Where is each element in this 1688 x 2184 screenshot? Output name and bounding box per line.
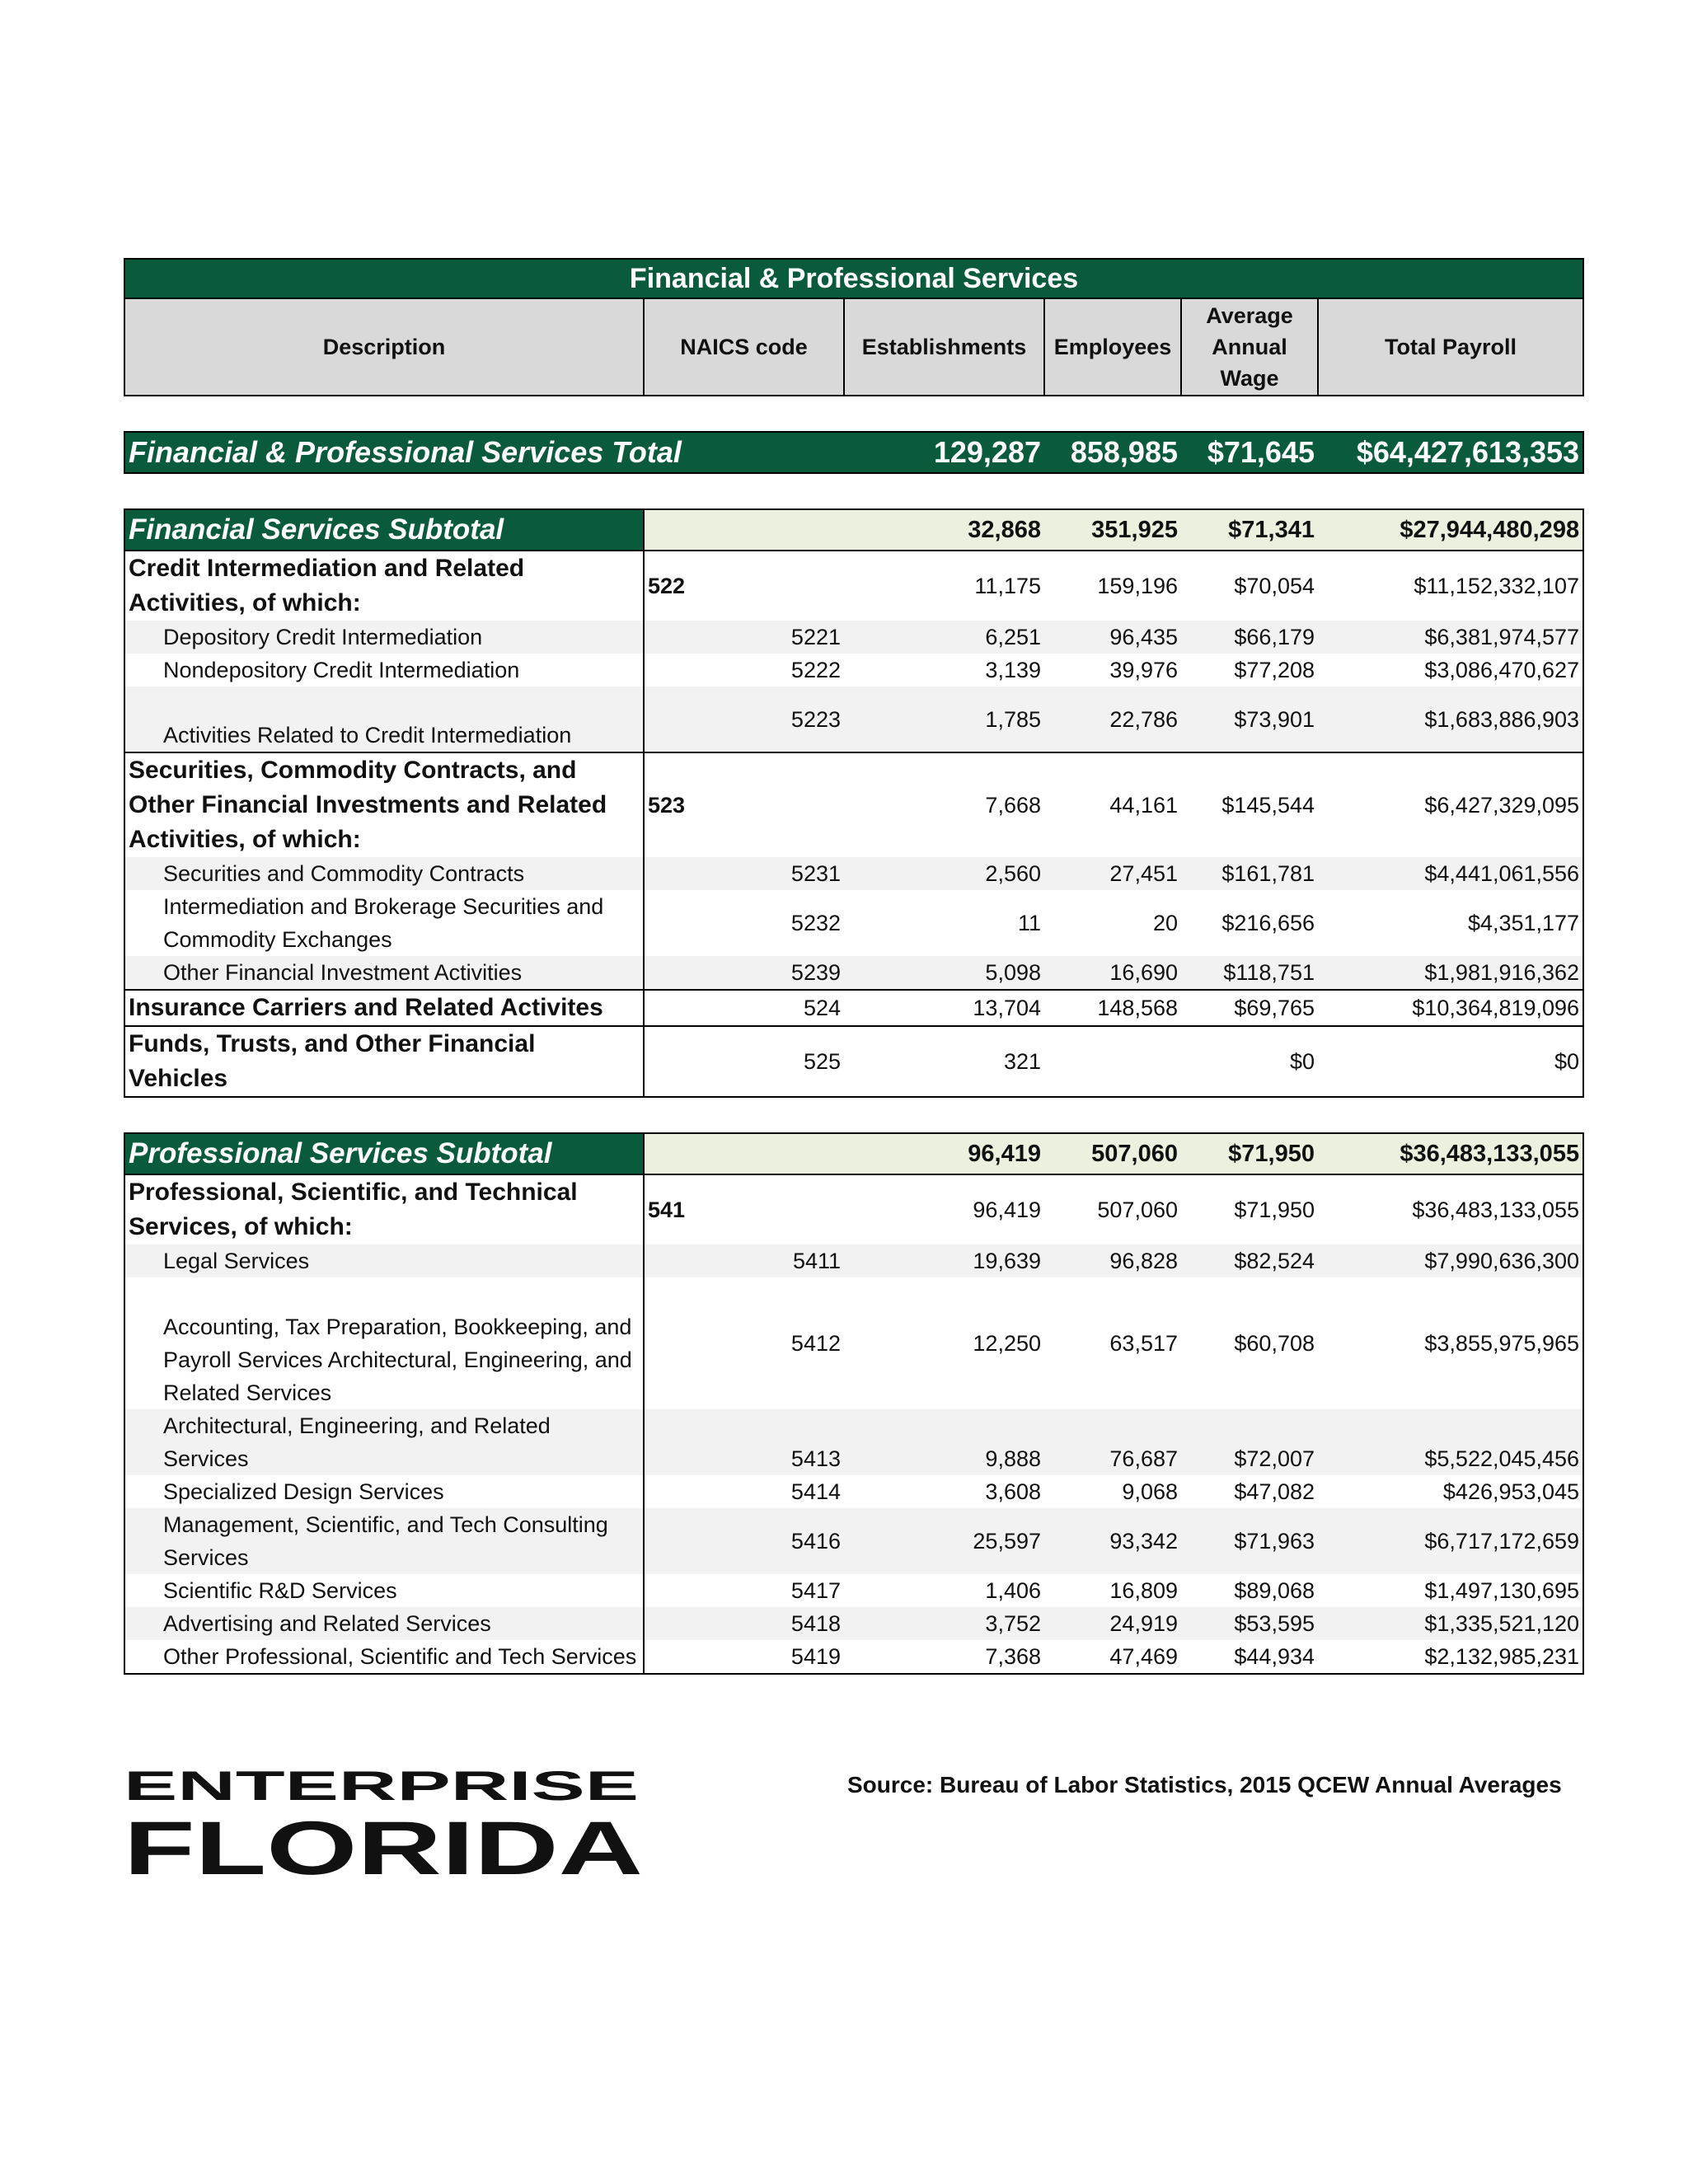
table-row: Legal Services 5411 19,639 96,828 $82,524 $7,990,636,300 [124, 1244, 1583, 1277]
grand-total-row [124, 432, 1583, 473]
grand-total-establishments: 129,287 [844, 432, 1044, 473]
table-row: Management, Scientific, and Tech Consulting Services 5416 25,597 93,342 $71,963 $6,717,172,659 [124, 1508, 1583, 1574]
professional-subtotal-establishments: 96,419 [844, 1133, 1044, 1174]
table-row: Depository Credit Intermediation 5221 6,251 96,435 $66,179 $6,381,974,577 [124, 621, 1583, 654]
table-row: Advertising and Related Services 5418 3,752 24,919 $53,595 $1,335,521,120 [124, 1607, 1583, 1640]
column-header-row [124, 298, 1583, 396]
industry-table [124, 258, 1584, 1675]
table-title: Financial & Professional Services [124, 259, 1583, 298]
source-note: Source: Bureau of Labor Statistics, 2015 QCEW Annual Averages [847, 1772, 1562, 1797]
financial-subtotal-wage: $71,341 [1181, 509, 1318, 551]
header-employees: Employees [1044, 298, 1181, 396]
data-table-sheet [124, 258, 1582, 1675]
header-description: Description [124, 298, 644, 396]
financial-subtotal-employees: 351,925 [1044, 509, 1181, 551]
table-row: Securities, Commodity Contracts, and Other Financial Investments and Related Activities, of which: 523 7,668 44,161 $145,544 $6,427,329,095 [124, 752, 1583, 857]
professional-subtotal-row [124, 1133, 1583, 1174]
professional-subtotal-wage: $71,950 [1181, 1133, 1318, 1174]
table-row: Architectural, Engineering, and Related Services 5413 9,888 76,687 $72,007 $5,522,045,456 [124, 1409, 1583, 1475]
table-row: Professional, Scientific, and Technical Services, of which: 541 96,419 507,060 $71,950 $36,483,133,055 [124, 1174, 1583, 1244]
header-wage: Average Annual Wage [1181, 298, 1318, 396]
professional-subtotal-label: Professional Services Subtotal [124, 1133, 644, 1174]
table-row: Funds, Trusts, and Other Financial Vehicles 525 321 $0 $0 [124, 1026, 1583, 1097]
table-row: Credit Intermediation and Related Activities, of which: 522 11,175 159,196 $70,054 $11,152,332,107 [124, 551, 1583, 621]
logo-line-florida: FLORIDA [124, 1807, 643, 1879]
table-banner [124, 259, 1583, 298]
grand-total-wage: $71,645 [1181, 432, 1318, 473]
grand-total-employees: 858,985 [1044, 432, 1181, 473]
table-row: Intermediation and Brokerage Securities and Commodity Exchanges 5232 11 20 $216,656 $4,351,177 [124, 890, 1583, 956]
table-row: Securities and Commodity Contracts 5231 2,560 27,451 $161,781 $4,441,061,556 [124, 857, 1583, 890]
table-row: Insurance Carriers and Related Activites 524 13,704 148,568 $69,765 $10,364,819,096 [124, 990, 1583, 1026]
header-payroll: Total Payroll [1318, 298, 1583, 396]
professional-subtotal-payroll: $36,483,133,055 [1318, 1133, 1583, 1174]
table-row: Other Financial Investment Activities 5239 5,098 16,690 $118,751 $1,981,916,362 [124, 956, 1583, 990]
financial-subtotal-payroll: $27,944,480,298 [1318, 509, 1583, 551]
header-establishments: Establishments [844, 298, 1044, 396]
financial-subtotal-establishments: 32,868 [844, 509, 1044, 551]
header-naics: NAICS code [644, 298, 844, 396]
financial-subtotal-label: Financial Services Subtotal [124, 509, 644, 551]
enterprise-florida-logo [124, 1764, 643, 1879]
table-row: Activities Related to Credit Intermediation 5223 1,785 22,786 $73,901 $1,683,886,903 [124, 687, 1583, 752]
professional-subtotal-employees: 507,060 [1044, 1133, 1181, 1174]
table-row: Other Professional, Scientific and Tech Services 5419 7,368 47,469 $44,934 $2,132,985,231 [124, 1640, 1583, 1674]
table-row: Nondepository Credit Intermediation 5222 3,139 39,976 $77,208 $3,086,470,627 [124, 654, 1583, 687]
grand-total-label: Financial & Professional Services Total [124, 432, 844, 473]
logo-line-enterprise: ENTERPRISE [124, 1764, 639, 1809]
table-row: Accounting, Tax Preparation, Bookkeeping, and Payroll Services Architectural, Engineering, and Related Services 5412 12,250 63,517 $60,708 $3,855,975,965 [124, 1277, 1583, 1409]
grand-total-payroll: $64,427,613,353 [1318, 432, 1583, 473]
table-row: Scientific R&D Services 5417 1,406 16,809 $89,068 $1,497,130,695 [124, 1574, 1583, 1607]
financial-subtotal-row [124, 509, 1583, 551]
table-row: Specialized Design Services 5414 3,608 9,068 $47,082 $426,953,045 [124, 1475, 1583, 1508]
